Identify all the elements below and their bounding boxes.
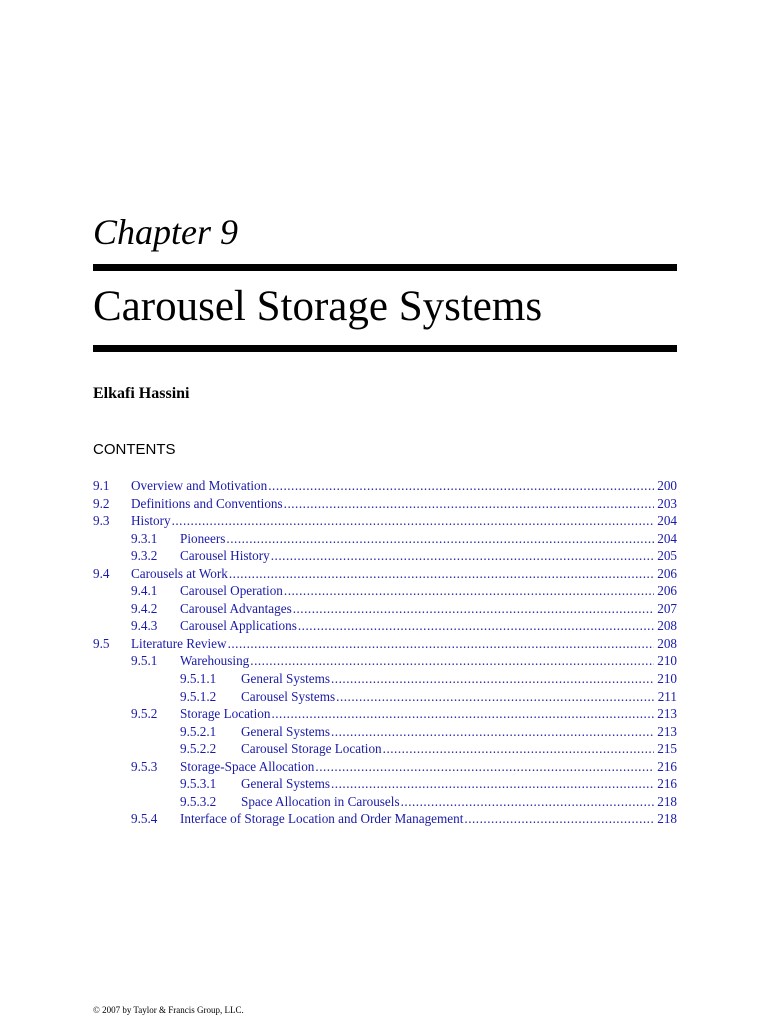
toc-dot-leader [401,793,655,811]
toc-entry[interactable] [93,495,677,513]
toc-dot-leader [250,652,654,670]
toc-entry-title[interactable]: General Systems [241,671,330,687]
toc-dot-leader [268,477,654,495]
toc-entry-number: 9.5.3 [131,758,158,774]
toc-entry-page[interactable]: 210 [657,671,677,687]
toc-entry-title[interactable]: Carousel History [180,548,270,564]
toc-dot-leader [331,775,654,793]
toc-entry-number: 9.4.1 [131,583,158,599]
toc-entry-number: 9.5.1.2 [180,688,217,704]
toc-entry-number: 9.5.4 [131,811,158,827]
table-of-contents [93,477,677,828]
toc-dot-leader [331,670,654,688]
toc-dot-leader [315,758,654,776]
toc-entry[interactable] [93,652,677,670]
toc-entry-number: 9.3.1 [131,530,158,546]
toc-entry[interactable] [93,565,677,583]
toc-entry-page[interactable]: 218 [657,793,677,809]
toc-entry-number: 9.5.3.2 [180,793,217,809]
toc-entry-number: 9.2 [93,495,110,511]
toc-dot-leader [271,705,654,723]
toc-entry-page[interactable]: 203 [657,495,677,511]
toc-entry-page[interactable]: 208 [657,618,677,634]
toc-entry[interactable] [93,705,677,723]
toc-dot-leader [336,688,655,706]
toc-entry[interactable] [93,635,677,653]
toc-entry-title[interactable]: Storage Location [180,706,271,722]
toc-entry-title[interactable]: Interface of Storage Location and Order Management [180,811,464,827]
toc-entry[interactable] [93,600,677,618]
toc-entry-page[interactable]: 207 [657,600,677,616]
toc-entry-title[interactable]: Definitions and Conventions [131,495,283,511]
title-rule-bottom [93,345,677,352]
toc-entry-number: 9.5.2.2 [180,741,217,757]
toc-entry-number: 9.5.2 [131,706,158,722]
toc-dot-leader [383,740,655,758]
toc-dot-leader [331,723,654,741]
toc-entry[interactable] [93,477,677,495]
toc-entry-page[interactable]: 208 [657,635,677,651]
toc-entry[interactable] [93,512,677,530]
toc-entry-title[interactable]: Carousel Systems [241,688,336,704]
toc-dot-leader [228,635,655,653]
toc-entry[interactable] [93,688,677,706]
toc-entry-number: 9.3.2 [131,548,158,564]
toc-entry[interactable] [93,740,677,758]
toc-entry-number: 9.1 [93,478,110,493]
toc-entry-page[interactable]: 206 [657,583,677,599]
toc-dot-leader [284,582,654,600]
toc-dot-leader [284,495,655,513]
toc-entry-title[interactable]: Carousel Operation [180,583,283,599]
toc-entry-page[interactable]: 211 [657,688,677,704]
toc-entry-title[interactable]: Space Allocation in Carousels [241,793,400,809]
toc-entry-page[interactable]: 213 [657,723,677,739]
toc-entry-page[interactable]: 200 [657,478,677,493]
toc-dot-leader [293,600,655,618]
toc-entry-number: 9.5.1 [131,653,158,669]
toc-entry-number: 9.4 [93,565,110,581]
toc-entry-title[interactable]: Warehousing [180,653,250,669]
toc-entry-number: 9.3 [93,513,110,529]
chapter-title: Carousel Storage Systems [93,283,543,330]
toc-entry-title[interactable]: Carousel Applications [180,618,297,634]
toc-entry-title[interactable]: Literature Review [131,635,227,651]
toc-dot-leader [298,617,654,635]
toc-entry-title[interactable]: General Systems [241,723,330,739]
toc-entry-number: 9.5 [93,635,110,651]
toc-entry-page[interactable]: 216 [657,776,677,792]
toc-entry[interactable] [93,617,677,635]
toc-entry-title[interactable]: General Systems [241,776,330,792]
toc-entry[interactable] [93,758,677,776]
toc-entry-number: 9.5.2.1 [180,723,217,739]
toc-entry-title[interactable]: History [131,513,171,529]
toc-dot-leader [226,530,654,548]
toc-entry[interactable] [93,723,677,741]
copyright-footer: © 2007 by Taylor & Francis Group, LLC. [93,1005,244,1015]
author-name: Elkafi Hassini [93,385,190,402]
toc-entry-title[interactable]: Carousel Advantages [180,600,292,616]
chapter-label: Chapter 9 [93,212,239,252]
toc-entry-title[interactable]: Pioneers [180,530,226,546]
toc-dot-leader [271,547,654,565]
toc-entry[interactable] [93,810,677,828]
toc-entry-page[interactable]: 216 [657,758,677,774]
toc-entry-number: 9.4.2 [131,600,158,616]
toc-entry-title[interactable]: Carousel Storage Location [241,741,382,757]
toc-entry-page[interactable]: 210 [657,653,677,669]
toc-entry-title[interactable]: Carousels at Work [131,565,228,581]
toc-entry[interactable] [93,582,677,600]
toc-entry[interactable] [93,530,677,548]
toc-entry[interactable] [93,775,677,793]
toc-entry-page[interactable]: 204 [657,530,677,546]
toc-dot-leader [464,810,654,828]
toc-entry-page[interactable]: 204 [657,513,677,529]
toc-entry-title[interactable]: Storage-Space Allocation [180,758,315,774]
toc-entry-page[interactable]: 206 [657,565,677,581]
toc-entry[interactable] [93,670,677,688]
toc-entry-page[interactable]: 205 [657,548,677,564]
toc-entry-number: 9.5.3.1 [180,776,217,792]
title-rule-top [93,264,677,271]
toc-entry-number: 9.5.1.1 [180,671,217,687]
toc-entry[interactable] [93,547,677,565]
contents-heading: CONTENTS [93,441,176,458]
toc-dot-leader [172,512,655,530]
toc-dot-leader [229,565,654,583]
toc-entry-number: 9.4.3 [131,618,158,634]
toc-entry-page[interactable]: 218 [657,811,677,827]
toc-entry[interactable] [93,793,677,811]
document-page [93,0,677,1024]
toc-entry-page[interactable]: 213 [657,706,677,722]
toc-entry-title[interactable]: Overview and Motivation [131,478,268,493]
toc-entry-page[interactable]: 215 [657,741,677,757]
